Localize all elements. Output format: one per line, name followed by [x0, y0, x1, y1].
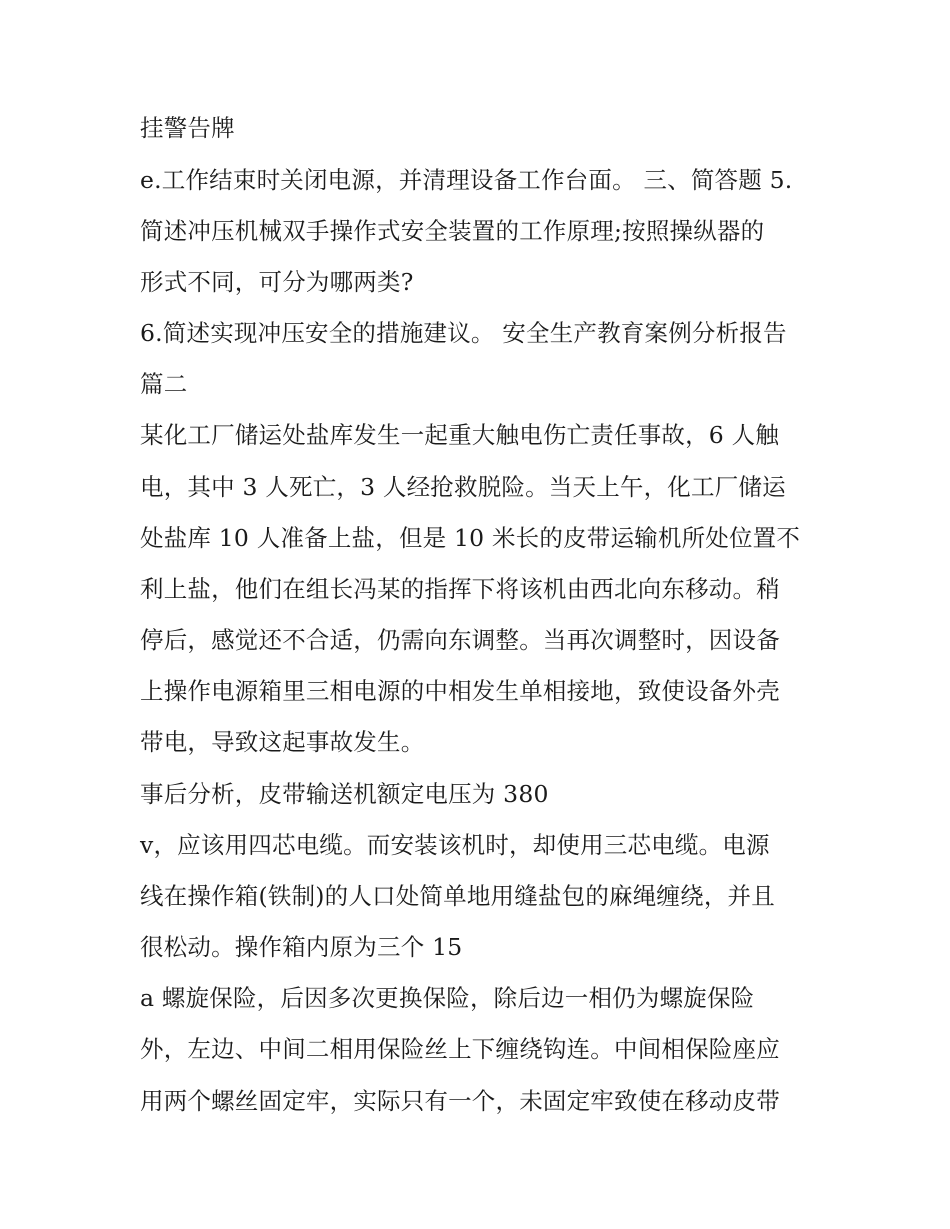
text-line: 处盐库 10 人准备上盐，但是 10 米长的皮带运输机所处位置不 — [140, 524, 801, 552]
text-line: 线在操作箱(铁制)的人口处简单地用缝盐包的麻绳缠绕，并且 — [140, 882, 775, 910]
text-line: 6.简述实现冲压安全的措施建议。 安全生产教育案例分析报告 — [140, 319, 787, 347]
text-line: 形式不同，可分为哪两类? — [140, 268, 414, 296]
text-line: 事后分析，皮带输送机额定电压为 380 — [140, 780, 549, 808]
text-line: 某化工厂储运处盐库发生一起重大触电伤亡责任事故，6 人触 — [140, 421, 780, 449]
text-line: 电，其中 3 人死亡，3 人经抢救脱险。当天上午，化工厂储运 — [140, 473, 786, 501]
text-line: 带电，导致这起事故发生。 — [140, 728, 425, 756]
text-line: 利上盐，他们在组长冯某的指挥下将该机由西北向东移动。稍 — [140, 575, 780, 603]
text-line: a 螺旋保险，后因多次更换保险，除后边一相仍为螺旋保险 — [140, 984, 755, 1012]
text-line: 简述冲压机械双手操作式安全装置的工作原理;按照操纵器的 — [140, 217, 765, 245]
text-line: 上操作电源箱里三相电源的中相发生单相接地，致使设备外壳 — [140, 677, 780, 705]
text-line: v，应该用四芯电缆。而安装该机时，却使用三芯电缆。电源 — [140, 831, 770, 859]
text-line: 很松动。操作箱内原为三个 15 — [140, 933, 463, 961]
text-line: 停后，感觉还不合适，仍需向东调整。当再次调整时，因设备 — [140, 626, 780, 654]
text-line: 挂警告牌 — [140, 114, 235, 142]
text-line: 外，左边、中间二相用保险丝上下缠绕钩连。中间相保险座应 — [140, 1035, 780, 1063]
text-line: 篇二 — [140, 370, 188, 398]
text-line: e.工作结束时关闭电源，并清理设备工作台面。 三、简答题 5. — [140, 166, 793, 194]
text-line: 用两个螺丝固定牢，实际只有一个，未固定牢致使在移动皮带 — [140, 1087, 780, 1115]
